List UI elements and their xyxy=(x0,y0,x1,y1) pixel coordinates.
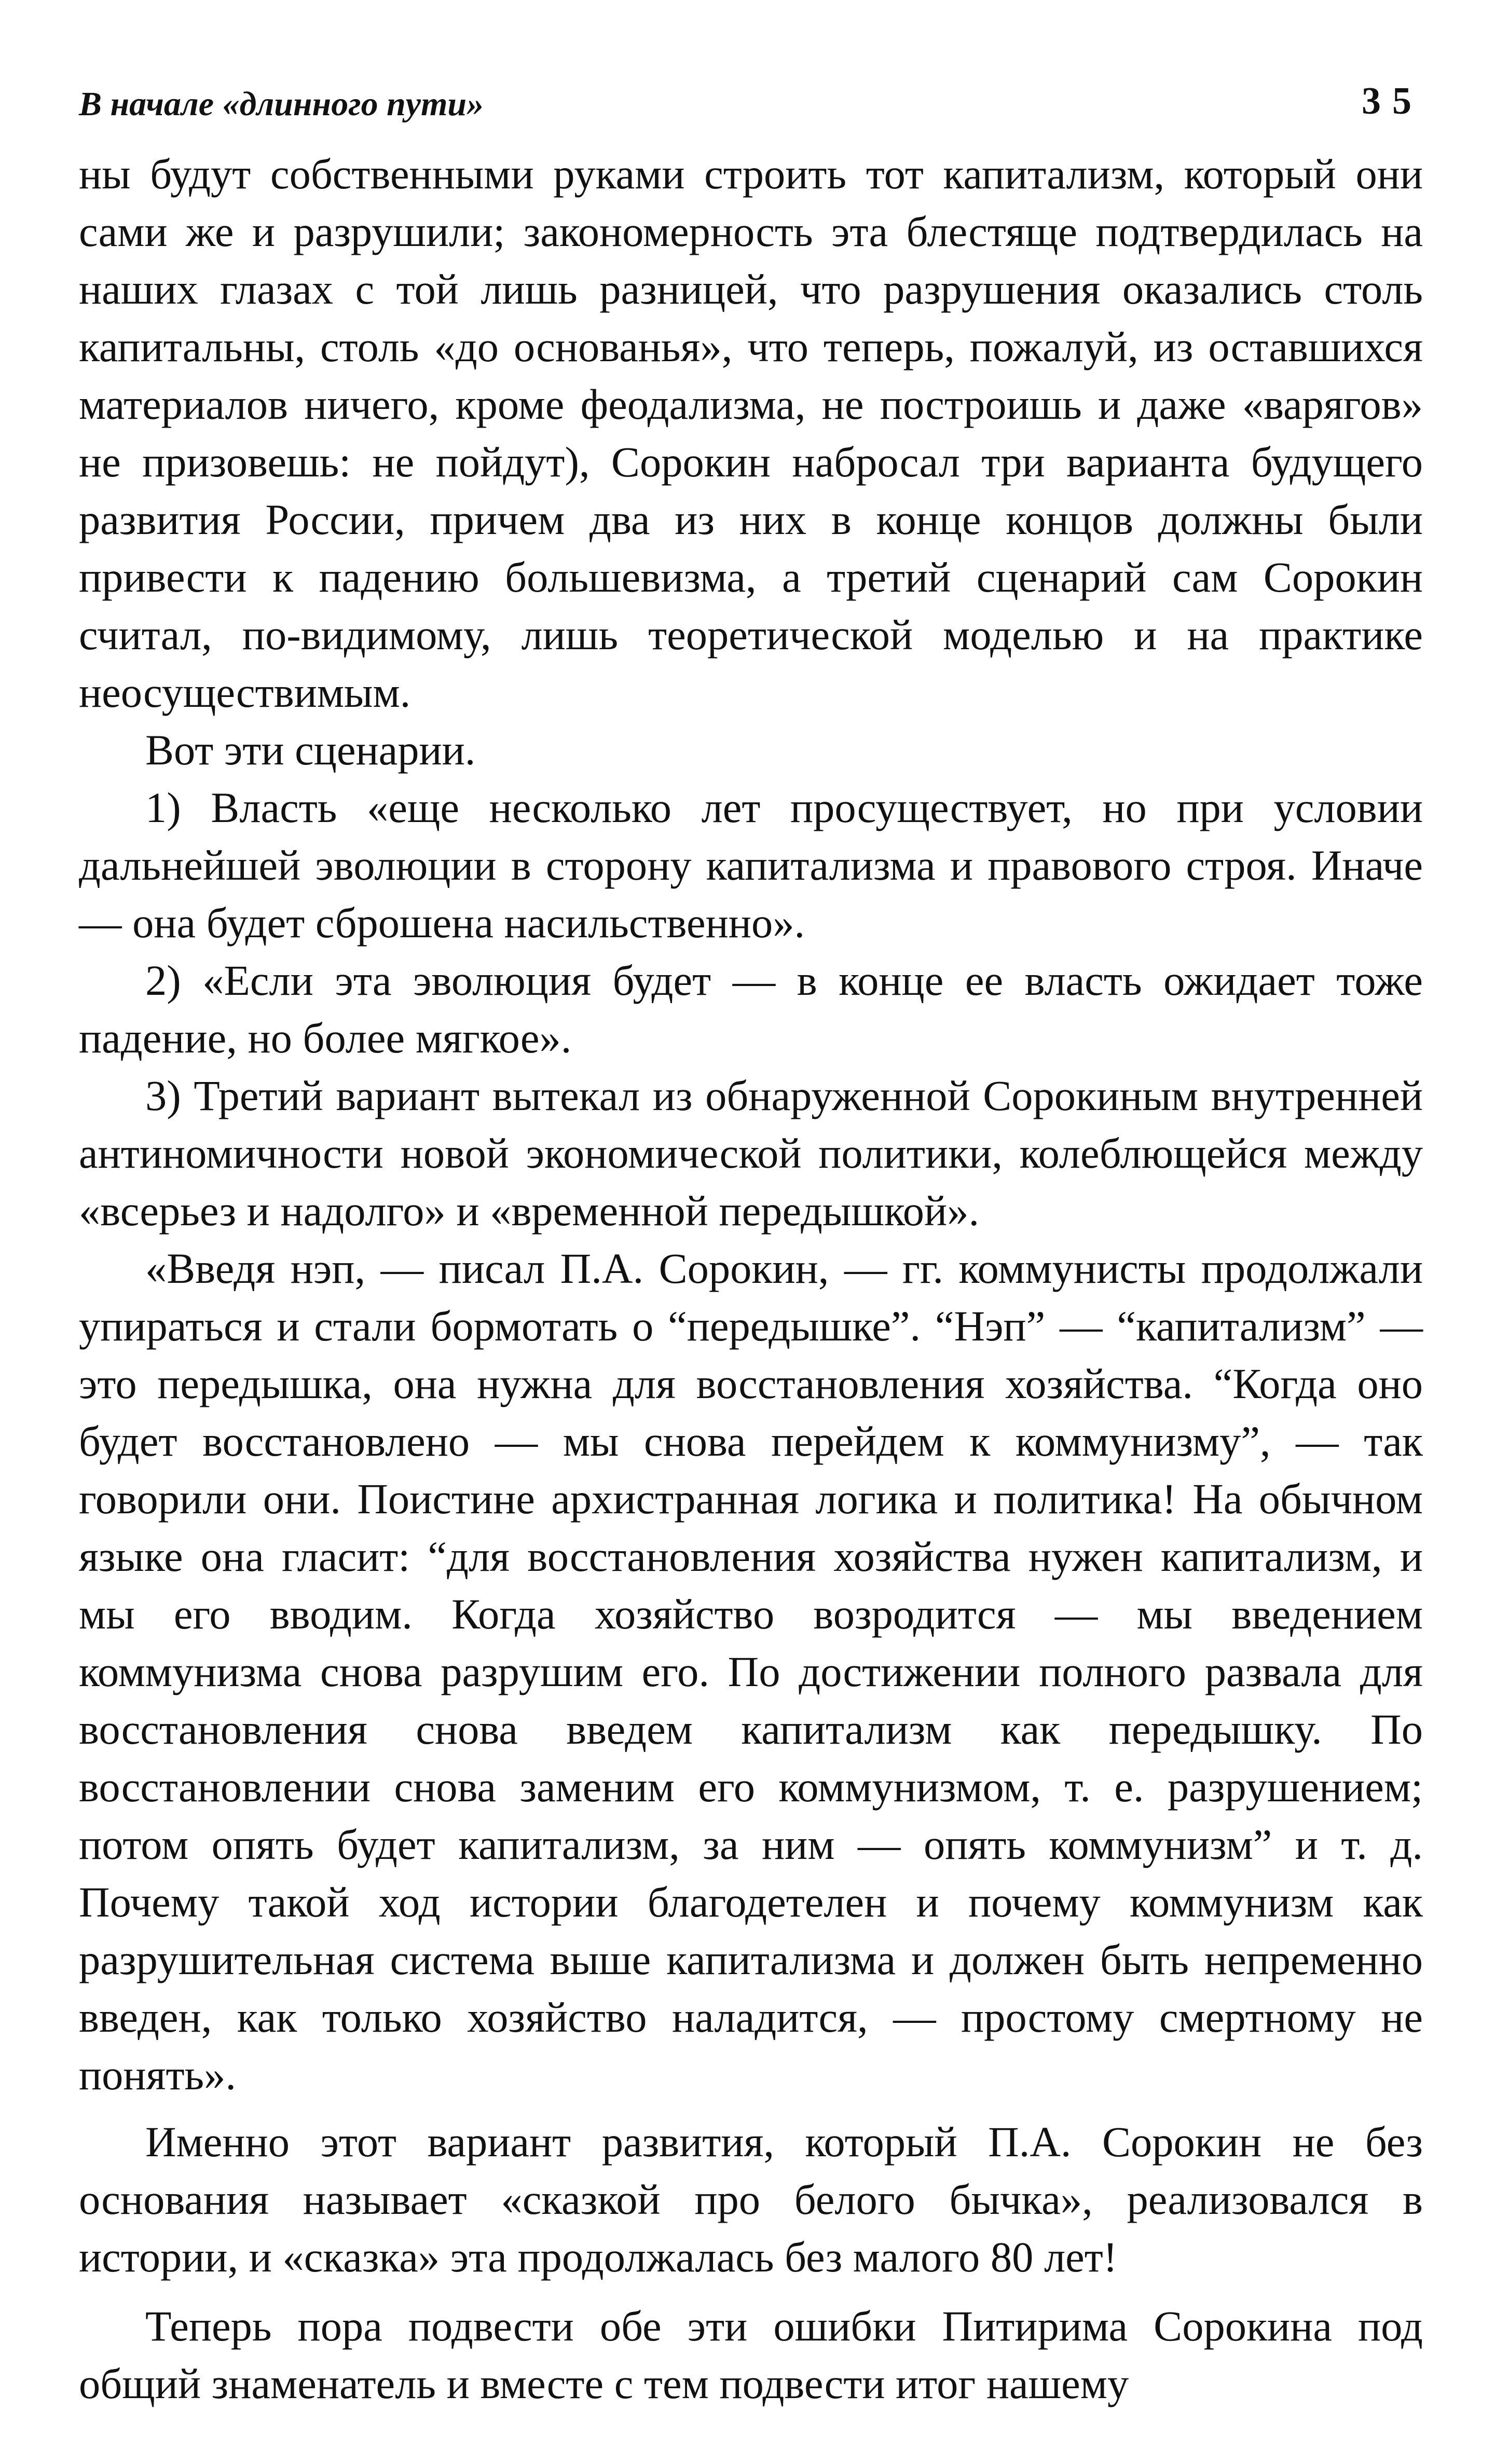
running-title: В начале «длинного пути» xyxy=(79,85,484,123)
paragraph-summary: Теперь пора подвести обе эти ошибки Питирима Сорокина под общий знаменатель и вместе с тем подвести итог нашему xyxy=(79,2302,1423,2407)
paragraph-continued: ны будут собственными руками строить тот капитализм, который они сами же и разрушили; закономерность эта блестяще подтвердилась на наших глазах с той лишь разницей, что разрушения оказались столь капитальны, столь «до основанья», что теперь, пожалуй, из оставшихся материалов ничего, кроме феодализма, не построишь и даже «варягов» не призовешь: не пойдут), Сорокин набросал три варианта будущего развития России, причем два из них в конце концов должны были привести к падению большевизма, а третий сценарий сам Сорокин считал, по-видимому, лишь теоретической моделью и на практике неосуществимым. xyxy=(79,150,1423,716)
page-number: 35 xyxy=(1362,80,1423,122)
running-head xyxy=(79,78,1423,145)
paragraph-scenario-1: 1) Власть «еще несколько лет просуществует, но при условии дальнейшей эволюции в сторону капитализма и правового строя. Иначе — она будет сброшена насильственно». xyxy=(79,784,1423,947)
book-page xyxy=(79,78,1423,2413)
body-text xyxy=(79,145,1423,2413)
paragraph-scenario-3: 3) Третий вариант вытекал из обнаруженной Сорокиным внутренней антиномичности новой экономической политики, колеблющейся между «всерьез и надолго» и «временной передышкой». xyxy=(79,1072,1423,1235)
paragraph-scenarios-intro: Вот эти сценарии. xyxy=(145,726,476,774)
paragraph-conclusion: Именно этот вариант развития, который П.А. Сорокин не без основания называет «сказкой про белого бычка», реализовался в истории, и «сказка» эта продолжалась без малого 80 лет! xyxy=(79,2118,1423,2281)
paragraph-scenario-2: 2) «Если эта эволюция будет — в конце ее власть ожидает тоже падение, но более мягкое». xyxy=(79,956,1423,1062)
paragraph-quote: «Введя нэп, — писал П.А. Сорокин, — гг. коммунисты продолжали упираться и стали бормотать о “передышке”. “Нэп” — “капитализм” — это передышка, она нужна для восстановления хозяйства. “Когда оно будет восстановлено — мы снова перейдем к коммунизму”, — так говорили они. Поистине архистранная логика и политика! На обычном языке она гласит: “для восстановления хозяйства нужен капитализм, и мы его вводим. Когда хозяйство возродится — мы введением коммунизма снова разрушим его. По достижении полного развала для восстановления снова введем капитализм как передышку. По восстановлении снова заменим его коммунизмом, т. е. разрушением; потом опять будет капитализм, за ним — опять коммунизм” и т. д. Почему такой ход истории благодетелен и почему коммунизм как разрушительная система выше капитализма и должен быть непременно введен, как только хозяйство наладится, — простому смертному не понять». xyxy=(79,1244,1423,2099)
